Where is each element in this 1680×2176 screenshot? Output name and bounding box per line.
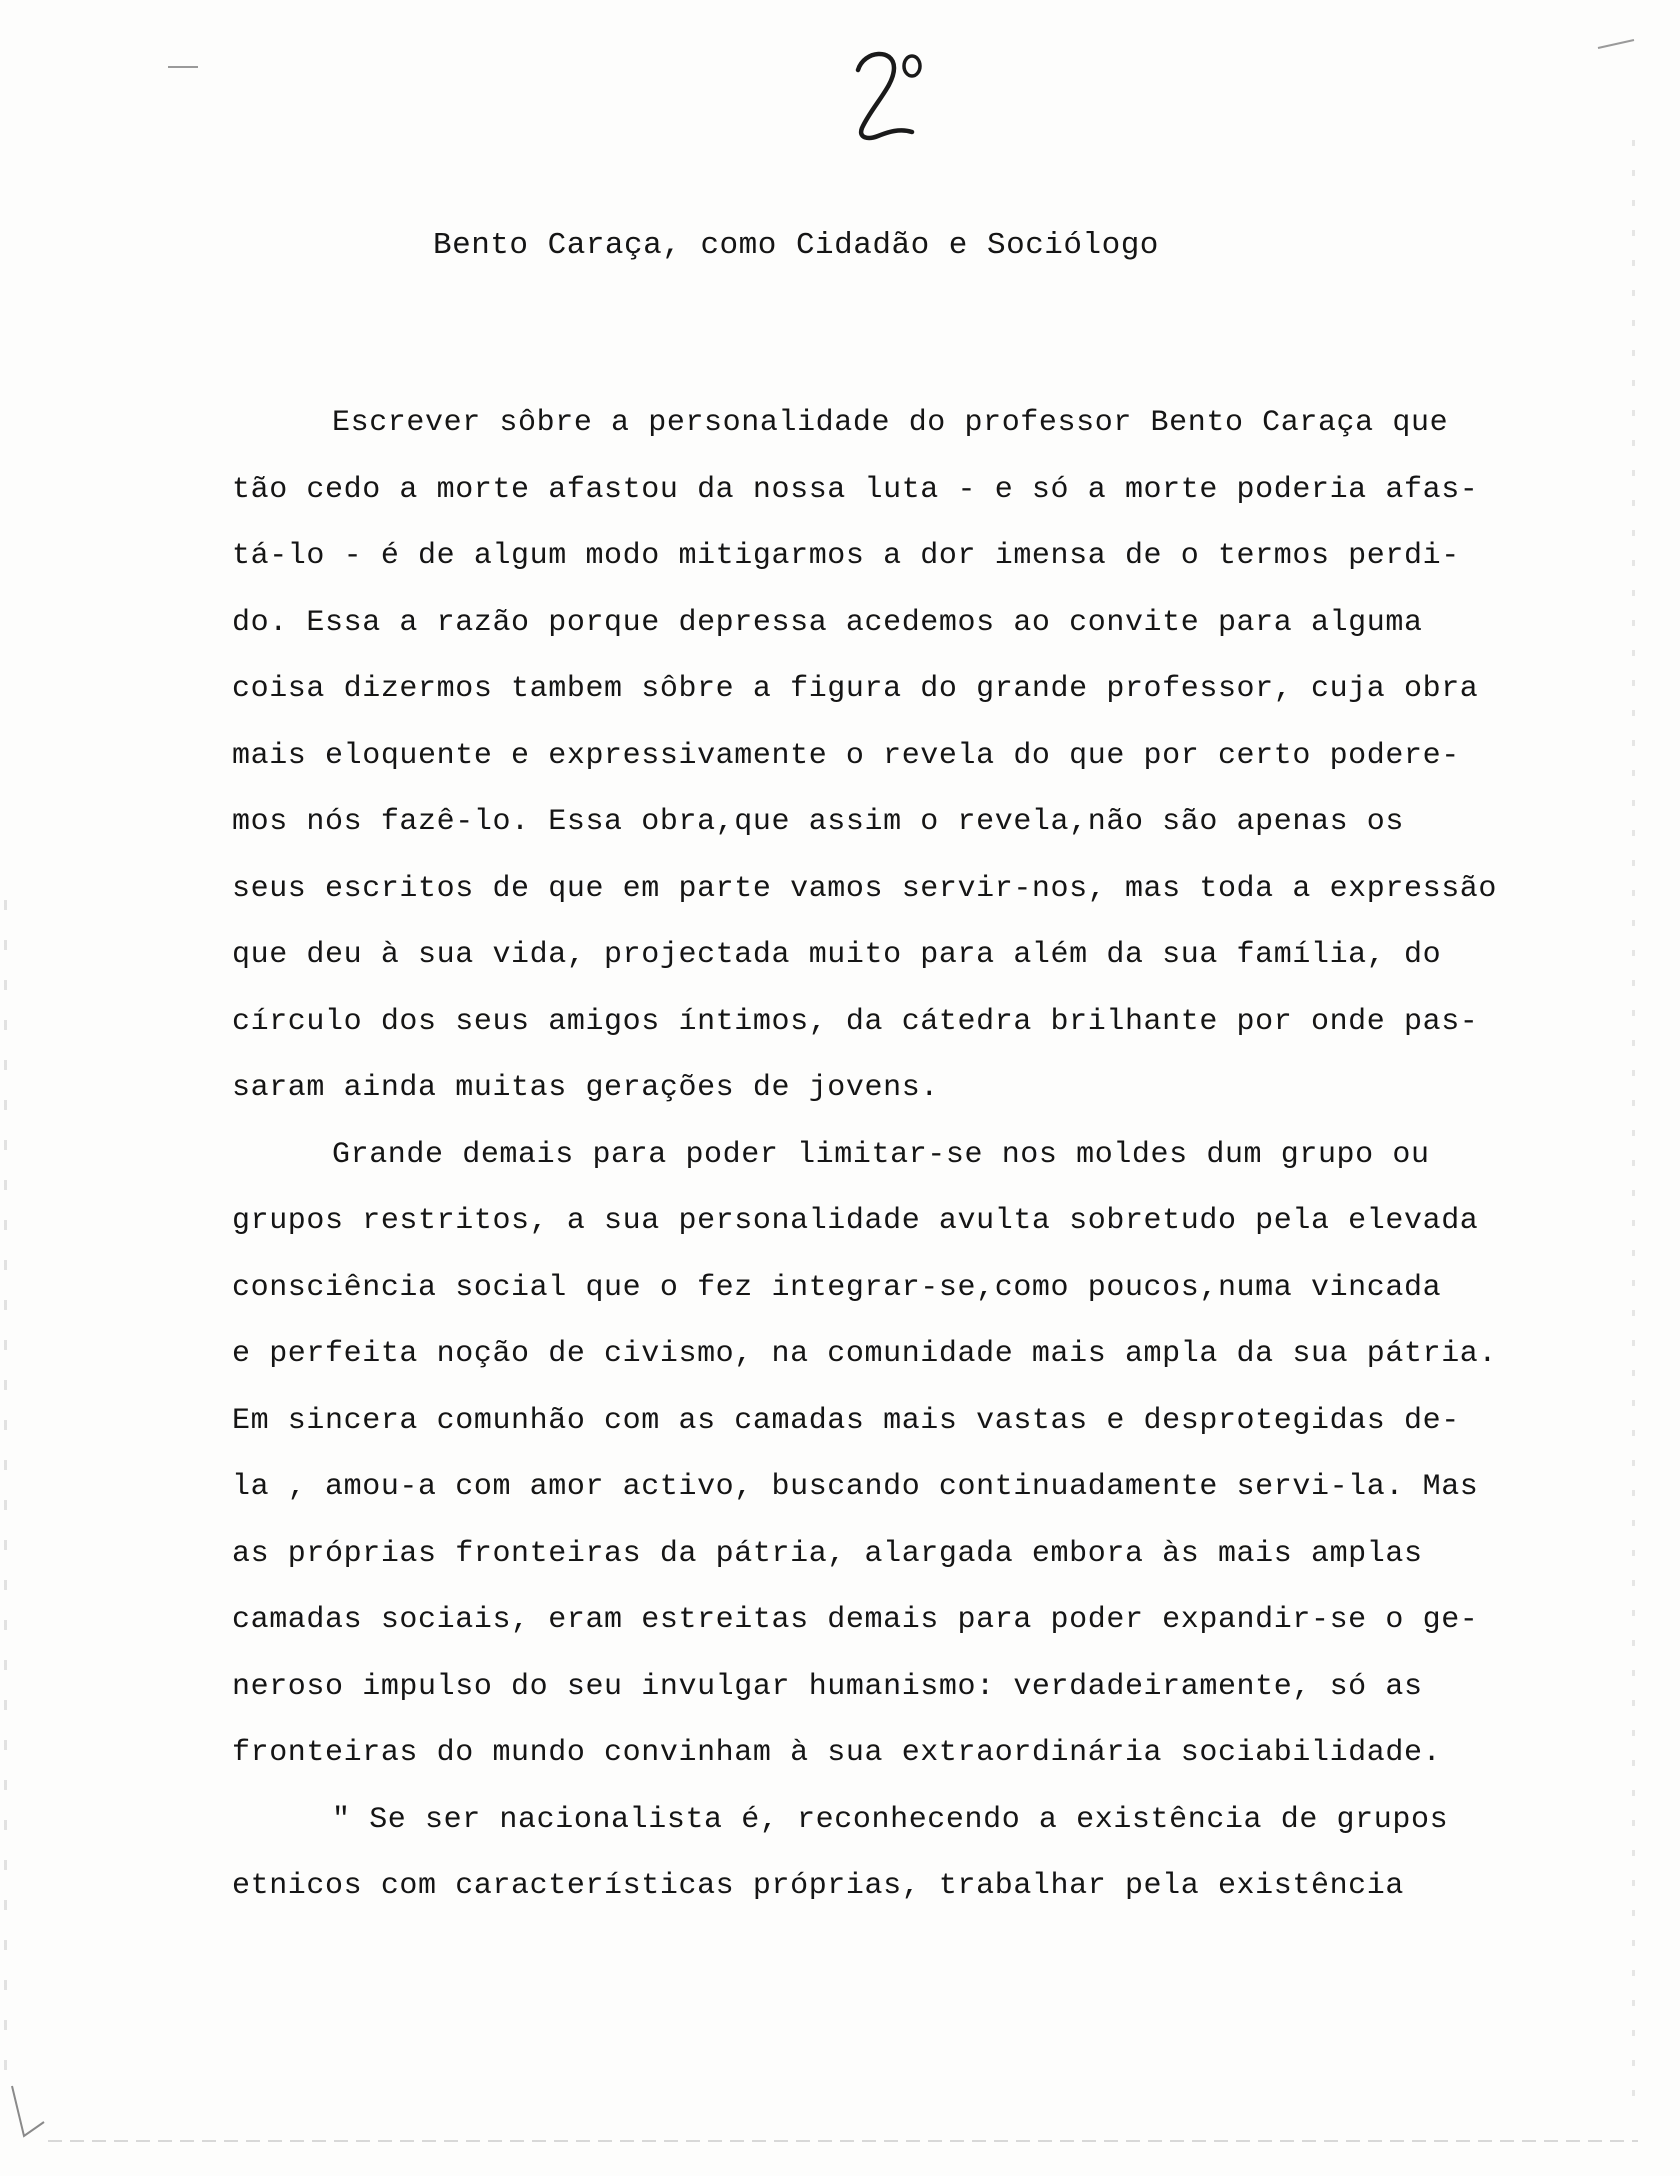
text-line: mos nós fazê-lo. Essa obra,que assim o revela,não são apenas os (232, 805, 1404, 839)
text-line: etnicos com características próprias, trabalhar pela existência (232, 1869, 1404, 1903)
text-line: la , amou-a com amor activo, buscando continuadamente servi-la. Mas (232, 1470, 1479, 1504)
margin-mark (168, 66, 198, 68)
handwritten-page-number (842, 44, 962, 164)
text-line: consciência social que o fez integrar-se,como poucos,numa vincada (232, 1270, 1442, 1305)
text-line: Escrever sôbre a personalidade do professor Bento Caraça que (332, 406, 1449, 440)
text-line: saram ainda muitas gerações de jovens. (232, 1071, 939, 1105)
text-line: mais eloquente e expressivamente o revela do que por certo podere- (232, 738, 1460, 773)
text-line: tão cedo a morte afastou da nossa luta - e só a morte poderia afas- (232, 472, 1479, 507)
text-line: neroso impulso do seu invulgar humanismo: verdadeiramente, só as (232, 1669, 1423, 1704)
scan-edge (4, 900, 7, 2080)
scan-edge (1632, 140, 1635, 2100)
text-line: do. Essa a razão porque depressa acedemos ao convite para alguma (232, 605, 1423, 640)
body-text (232, 390, 1602, 1920)
margin-mark (8, 2082, 48, 2142)
margin-mark (1596, 38, 1636, 52)
text-line: fronteiras do mundo convinham à sua extraordinária sociabilidade. (232, 1736, 1442, 1770)
text-line: seus escritos de que em parte vamos servir-nos, mas toda a expressão (232, 871, 1497, 906)
text-line: Em sincera comunhão com as camadas mais vastas e desprotegidas de- (232, 1403, 1460, 1438)
document-title: Bento Caraça, como Cidadão e Sociólogo (433, 228, 1159, 263)
text-line: e perfeita noção de civismo, na comunidade mais ampla da sua pátria. (232, 1337, 1497, 1371)
scan-edge (48, 2140, 1638, 2142)
text-line: grupos restritos, a sua personalidade avulta sobretudo pela elevada (232, 1204, 1479, 1238)
text-line: coisa dizermos tambem sôbre a figura do grande professor, cuja obra (232, 672, 1479, 706)
text-line: círculo dos seus amigos íntimos, da cátedra brilhante por onde pas- (232, 1004, 1479, 1039)
text-line: Grande demais para poder limitar-se nos moldes dum grupo ou (332, 1137, 1430, 1172)
text-line: " Se ser nacionalista é, reconhecendo a existência de grupos (332, 1802, 1449, 1837)
text-line: tá-lo - é de algum modo mitigarmos a dor imensa de o termos perdi- (232, 539, 1460, 573)
text-line: que deu à sua vida, projectada muito para além da sua família, do (232, 938, 1442, 972)
text-line: as próprias fronteiras da pátria, alargada embora às mais amplas (232, 1536, 1423, 1571)
text-line: camadas sociais, eram estreitas demais para poder expandir-se o ge- (232, 1603, 1479, 1637)
